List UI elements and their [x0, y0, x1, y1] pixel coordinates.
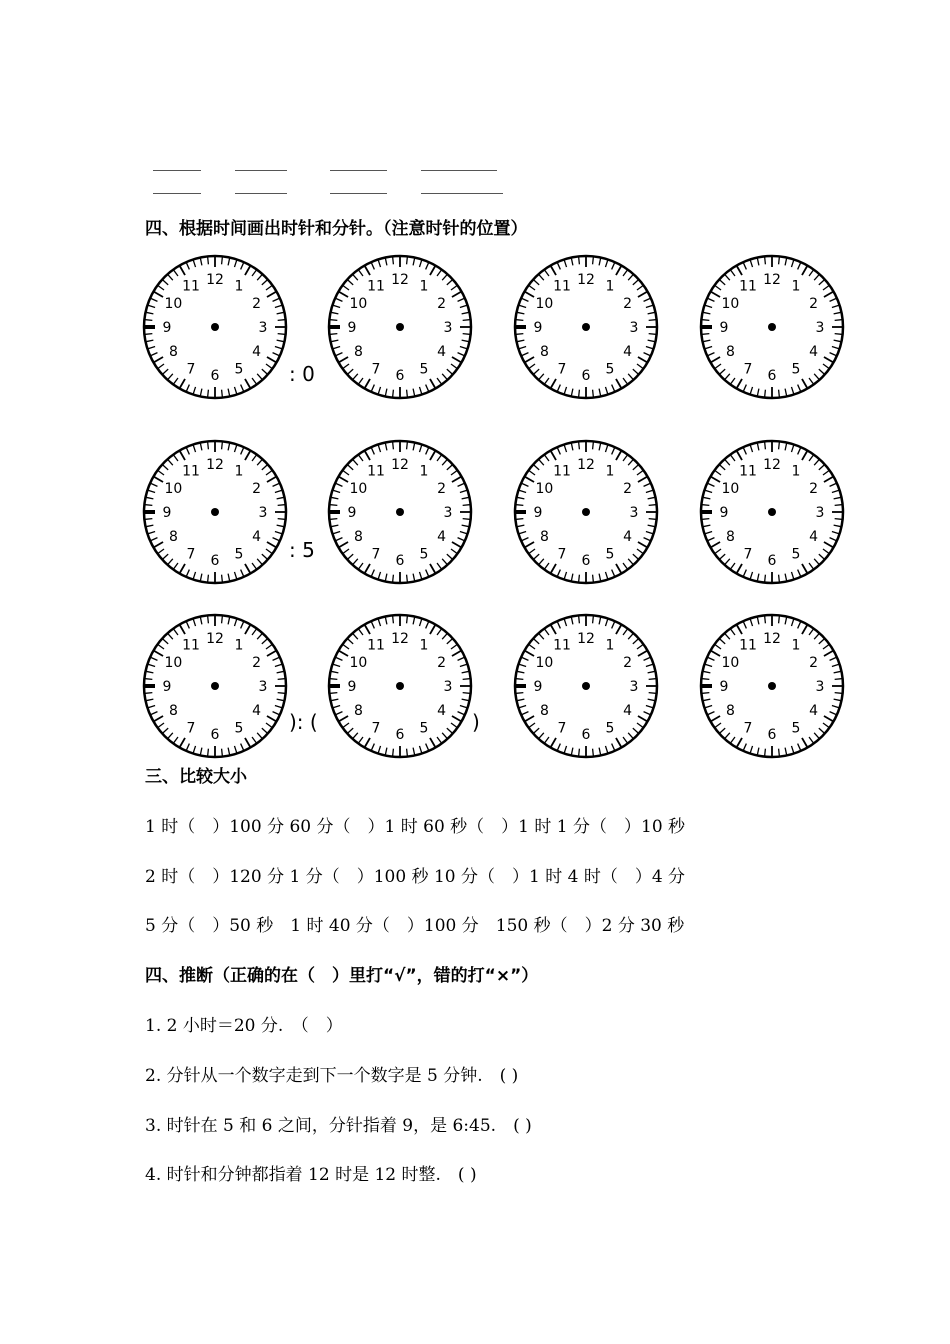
clock-number: 12: [391, 631, 409, 647]
hidden-time-fragment: ): (: [289, 710, 318, 734]
clock-number: 12: [763, 631, 781, 647]
clock-number: 8: [539, 529, 549, 545]
clock-dial: [698, 438, 846, 586]
clock-number: 2: [437, 655, 447, 671]
clock-number: 3: [629, 679, 639, 695]
minute-tick: [208, 616, 209, 623]
clock-number: 6: [210, 553, 220, 569]
minute-tick: [516, 679, 523, 680]
clock-number: 12: [391, 272, 409, 288]
clock-number: 8: [725, 529, 735, 545]
minute-tick: [208, 257, 209, 264]
minute-tick: [407, 575, 408, 582]
clock-number: 9: [162, 679, 172, 695]
minute-tick: [516, 334, 523, 335]
clock-number: 10: [535, 655, 554, 671]
clock-dial: [698, 612, 846, 760]
clock-number: 7: [557, 361, 567, 378]
clock-number: 6: [581, 553, 591, 569]
clock-number: 6: [581, 727, 591, 743]
clock-number: 7: [743, 720, 753, 737]
minute-tick: [222, 575, 223, 582]
clock-number: 5: [419, 546, 429, 563]
clock-dial: [512, 438, 660, 586]
minute-tick: [779, 616, 780, 623]
clock-number: 1: [234, 637, 244, 654]
minute-tick: [649, 334, 656, 335]
clock-number: 11: [182, 637, 200, 654]
clock-number: 7: [743, 546, 753, 563]
minute-tick: [835, 505, 842, 506]
judge-item: 4. 时针和分钟都指着 12 时是 12 时整. ( ): [145, 1165, 477, 1185]
minute-tick: [593, 616, 594, 623]
clock-number: 11: [367, 637, 385, 654]
clock-number: 3: [443, 505, 453, 521]
minute-tick: [222, 390, 223, 397]
clock-number: 2: [252, 296, 262, 312]
clock-number: 1: [234, 278, 244, 295]
clock-number: 1: [419, 637, 429, 654]
clock-number: 11: [553, 637, 571, 654]
clock-number: 2: [252, 481, 262, 497]
clock-center-dot: [582, 508, 590, 516]
minute-tick: [702, 519, 709, 520]
minute-tick: [330, 334, 337, 335]
clock-face[interactable]: [512, 612, 660, 760]
clock-number: 1: [605, 637, 615, 654]
minute-tick: [222, 257, 223, 264]
clock-number: 1: [419, 278, 429, 295]
clock-center-dot: [396, 682, 404, 690]
clock-number: 9: [347, 679, 357, 695]
clock-number: 9: [162, 320, 172, 336]
clock-number: 8: [353, 344, 363, 360]
clock-number: 6: [395, 553, 405, 569]
minute-tick: [593, 749, 594, 756]
minute-tick: [393, 575, 394, 582]
clock-number: 9: [719, 320, 729, 336]
clock-dial: [326, 612, 474, 760]
clock-number: 7: [371, 361, 381, 378]
minute-tick: [407, 616, 408, 623]
minute-tick: [278, 519, 285, 520]
clock-number: 2: [623, 655, 633, 671]
minute-tick: [278, 505, 285, 506]
clock-center-dot: [768, 682, 776, 690]
clock-number: 6: [767, 727, 777, 743]
clock-number: 4: [437, 344, 447, 360]
clock-face[interactable]: [512, 253, 660, 401]
clock-number: 8: [168, 344, 178, 360]
clock-number: 10: [535, 481, 554, 497]
clock-number: 7: [371, 546, 381, 563]
minute-tick: [463, 679, 470, 680]
minute-tick: [649, 693, 656, 694]
minute-tick: [407, 390, 408, 397]
clock-number: 12: [763, 457, 781, 473]
clock-number: 12: [577, 457, 595, 473]
minute-tick: [393, 257, 394, 264]
clock-number: 10: [349, 296, 368, 312]
minute-tick: [593, 257, 594, 264]
minute-tick: [407, 442, 408, 449]
clock-number: 11: [739, 278, 757, 295]
clock-number: 5: [419, 361, 429, 378]
clock-face[interactable]: [698, 612, 846, 760]
minute-tick: [393, 390, 394, 397]
clock-number: 12: [206, 631, 224, 647]
minute-tick: [779, 390, 780, 397]
minute-tick: [579, 390, 580, 397]
clock-number: 4: [252, 344, 262, 360]
clock-number: 7: [186, 361, 196, 378]
clock-number: 9: [533, 505, 543, 521]
clock-dial: [141, 438, 289, 586]
minute-tick: [208, 575, 209, 582]
clock-number: 4: [809, 344, 819, 360]
clock-number: 2: [809, 655, 819, 671]
clock-number: 7: [557, 546, 567, 563]
minute-tick: [516, 693, 523, 694]
clock-number: 10: [164, 481, 183, 497]
clock-number: 2: [623, 296, 633, 312]
clock-number: 4: [252, 529, 262, 545]
clock-number: 8: [539, 703, 549, 719]
clock-number: 7: [186, 546, 196, 563]
clock-number: 5: [605, 720, 615, 737]
minute-tick: [407, 749, 408, 756]
minute-tick: [702, 679, 709, 680]
clock-dial: [326, 253, 474, 401]
clock-number: 5: [605, 546, 615, 563]
compare-line: 1 时（ ）100 分 60 分（ ）1 时 60 秒（ ）1 时 1 分（ ）10 秒: [145, 817, 686, 837]
clock-number: 11: [182, 278, 200, 295]
minute-tick: [579, 616, 580, 623]
clock-number: 7: [557, 720, 567, 737]
clock-number: 6: [767, 553, 777, 569]
clock-number: 4: [623, 344, 633, 360]
clock-number: 10: [535, 296, 554, 312]
clock-number: 10: [349, 481, 368, 497]
clock-number: 12: [206, 457, 224, 473]
clock-center-dot: [396, 323, 404, 331]
minute-tick: [145, 519, 152, 520]
minute-tick: [278, 334, 285, 335]
clock-number: 1: [791, 637, 801, 654]
clock-center-dot: [582, 682, 590, 690]
clock-face[interactable]: [326, 253, 474, 401]
clock-number: 6: [395, 368, 405, 384]
clock-dial: [141, 612, 289, 760]
clock-center-dot: [396, 508, 404, 516]
hidden-time-fragment: : 5: [289, 538, 315, 562]
clock-number: 8: [725, 344, 735, 360]
clock-number: 4: [252, 703, 262, 719]
minute-tick: [145, 334, 152, 335]
minute-tick: [407, 257, 408, 264]
minute-tick: [278, 320, 285, 321]
answer-blank: [421, 193, 503, 194]
minute-tick: [702, 693, 709, 694]
clock-number: 11: [367, 463, 385, 480]
minute-tick: [579, 257, 580, 264]
minute-tick: [463, 505, 470, 506]
minute-tick: [702, 334, 709, 335]
minute-tick: [330, 519, 337, 520]
minute-tick: [649, 519, 656, 520]
answer-blank: [235, 170, 287, 171]
clock-number: 6: [767, 368, 777, 384]
minute-tick: [649, 320, 656, 321]
answer-blank: [153, 193, 201, 194]
clock-number: 8: [168, 529, 178, 545]
clock-number: 6: [395, 727, 405, 743]
clock-face[interactable]: [698, 438, 846, 586]
clock-number: 12: [391, 457, 409, 473]
minute-tick: [579, 575, 580, 582]
clock-number: 9: [533, 679, 543, 695]
clock-dial: [698, 253, 846, 401]
clock-number: 8: [725, 703, 735, 719]
clock-number: 3: [815, 679, 825, 695]
clock-number: 9: [719, 679, 729, 695]
minute-tick: [208, 442, 209, 449]
clock-number: 2: [809, 296, 819, 312]
clock-number: 3: [629, 505, 639, 521]
clock-number: 11: [367, 278, 385, 295]
clock-face[interactable]: [698, 253, 846, 401]
clock-number: 12: [763, 272, 781, 288]
clock-number: 9: [719, 505, 729, 521]
clock-dial: [512, 612, 660, 760]
answer-blank: [235, 193, 287, 194]
minute-tick: [765, 616, 766, 623]
minute-tick: [145, 679, 152, 680]
clock-number: 6: [210, 368, 220, 384]
clock-center-dot: [768, 508, 776, 516]
clock-number: 10: [721, 481, 740, 497]
minute-tick: [779, 749, 780, 756]
hidden-time-fragment: ): [472, 710, 480, 734]
clock-number: 10: [721, 296, 740, 312]
minute-tick: [765, 390, 766, 397]
clock-number: 2: [252, 655, 262, 671]
minute-tick: [835, 693, 842, 694]
clock-number: 10: [721, 655, 740, 671]
clock-number: 3: [443, 679, 453, 695]
minute-tick: [330, 320, 337, 321]
clock-number: 7: [371, 720, 381, 737]
minute-tick: [702, 320, 709, 321]
minute-tick: [579, 749, 580, 756]
clock-number: 5: [791, 361, 801, 378]
minute-tick: [208, 749, 209, 756]
compare-line: 2 时（ ）120 分 1 分（ ）100 秒 10 分（ ）1 时 4 时（ ）4 分: [145, 867, 686, 887]
clock-face[interactable]: [512, 438, 660, 586]
clock-face[interactable]: [326, 438, 474, 586]
answer-blank: [330, 193, 387, 194]
minute-tick: [463, 334, 470, 335]
clock-number: 9: [347, 505, 357, 521]
section-title-compare: 三、比较大小: [145, 767, 247, 787]
minute-tick: [765, 575, 766, 582]
clock-number: 6: [581, 368, 591, 384]
minute-tick: [835, 519, 842, 520]
clock-number: 5: [419, 720, 429, 737]
minute-tick: [463, 320, 470, 321]
minute-tick: [463, 519, 470, 520]
clock-dial: [326, 438, 474, 586]
minute-tick: [222, 616, 223, 623]
minute-tick: [835, 334, 842, 335]
answer-blank: [330, 170, 387, 171]
clock-number: 4: [437, 703, 447, 719]
clock-number: 9: [162, 505, 172, 521]
clock-number: 5: [791, 720, 801, 737]
clock-number: 9: [533, 320, 543, 336]
minute-tick: [463, 693, 470, 694]
clock-center-dot: [582, 323, 590, 331]
clock-number: 5: [605, 361, 615, 378]
compare-line: 5 分（ ）50 秒 1 时 40 分（ ）100 分 150 秒（ ）2 分 30 秒: [145, 916, 685, 936]
minute-tick: [765, 749, 766, 756]
clock-number: 5: [234, 720, 244, 737]
clock-number: 7: [186, 720, 196, 737]
clock-number: 5: [234, 546, 244, 563]
clock-number: 4: [623, 529, 633, 545]
clock-number: 8: [353, 529, 363, 545]
minute-tick: [593, 390, 594, 397]
clock-number: 10: [164, 655, 183, 671]
minute-tick: [835, 320, 842, 321]
clock-number: 9: [347, 320, 357, 336]
minute-tick: [145, 505, 152, 506]
clock-number: 3: [258, 505, 268, 521]
answer-blank: [153, 170, 201, 171]
clock-number: 12: [577, 272, 595, 288]
clock-number: 3: [258, 679, 268, 695]
clock-number: 12: [206, 272, 224, 288]
clock-number: 11: [182, 463, 200, 480]
clock-dial: [141, 253, 289, 401]
clock-center-dot: [211, 508, 219, 516]
clock-number: 2: [623, 481, 633, 497]
clock-number: 3: [629, 320, 639, 336]
minute-tick: [765, 257, 766, 264]
minute-tick: [516, 505, 523, 506]
clock-face[interactable]: [326, 612, 474, 760]
clock-number: 11: [553, 463, 571, 480]
clock-number: 10: [349, 655, 368, 671]
minute-tick: [702, 505, 709, 506]
minute-tick: [649, 505, 656, 506]
minute-tick: [393, 442, 394, 449]
clock-number: 12: [577, 631, 595, 647]
clock-center-dot: [211, 682, 219, 690]
minute-tick: [579, 442, 580, 449]
clock-number: 8: [539, 344, 549, 360]
clock-center-dot: [768, 323, 776, 331]
clock-number: 2: [437, 481, 447, 497]
clock-face[interactable]: [141, 253, 289, 401]
clock-number: 1: [419, 463, 429, 480]
minute-tick: [145, 693, 152, 694]
minute-tick: [516, 320, 523, 321]
minute-tick: [593, 442, 594, 449]
minute-tick: [649, 679, 656, 680]
clock-number: 8: [353, 703, 363, 719]
minute-tick: [222, 442, 223, 449]
clock-number: 2: [809, 481, 819, 497]
minute-tick: [278, 679, 285, 680]
clock-number: 3: [815, 505, 825, 521]
minute-tick: [393, 749, 394, 756]
clock-number: 3: [258, 320, 268, 336]
clock-dial: [512, 253, 660, 401]
minute-tick: [330, 505, 337, 506]
clock-number: 1: [791, 278, 801, 295]
minute-tick: [593, 575, 594, 582]
minute-tick: [222, 749, 223, 756]
clock-number: 4: [809, 703, 819, 719]
clock-face[interactable]: [141, 438, 289, 586]
clock-number: 4: [437, 529, 447, 545]
minute-tick: [330, 693, 337, 694]
judge-item: 1. 2 小时＝20 分. （ ）: [145, 1016, 343, 1036]
clock-number: 3: [443, 320, 453, 336]
clock-number: 2: [437, 296, 447, 312]
clock-number: 5: [791, 546, 801, 563]
judge-item: 2. 分针从一个数字走到下一个数字是 5 分钟. ( ): [145, 1066, 519, 1086]
minute-tick: [208, 390, 209, 397]
clock-number: 3: [815, 320, 825, 336]
minute-tick: [330, 679, 337, 680]
clock-number: 1: [791, 463, 801, 480]
minute-tick: [779, 257, 780, 264]
clock-number: 1: [605, 278, 615, 295]
clock-number: 7: [743, 361, 753, 378]
clock-number: 11: [739, 637, 757, 654]
section-title-judge: 四、推断（正确的在（ ）里打“√”，错的打“×”）: [145, 966, 539, 986]
minute-tick: [779, 575, 780, 582]
clock-number: 1: [234, 463, 244, 480]
minute-tick: [835, 679, 842, 680]
clock-number: 4: [809, 529, 819, 545]
clock-face[interactable]: [141, 612, 289, 760]
minute-tick: [278, 693, 285, 694]
minute-tick: [765, 442, 766, 449]
hidden-time-fragment: : 0: [289, 362, 315, 386]
minute-tick: [516, 519, 523, 520]
minute-tick: [779, 442, 780, 449]
section-title-draw-hands: 四、根据时间画出时针和分针。（注意时针的位置）: [145, 219, 528, 239]
clock-number: 1: [605, 463, 615, 480]
clock-number: 8: [168, 703, 178, 719]
clock-number: 5: [234, 361, 244, 378]
clock-number: 6: [210, 727, 220, 743]
judge-item: 3. 时针在 5 和 6 之间，分针指着 9，是 6:45. ( ): [145, 1116, 532, 1136]
clock-number: 10: [164, 296, 183, 312]
minute-tick: [393, 616, 394, 623]
clock-number: 4: [623, 703, 633, 719]
answer-blank: [421, 170, 497, 171]
minute-tick: [145, 320, 152, 321]
clock-center-dot: [211, 323, 219, 331]
clock-number: 11: [553, 278, 571, 295]
clock-number: 11: [739, 463, 757, 480]
